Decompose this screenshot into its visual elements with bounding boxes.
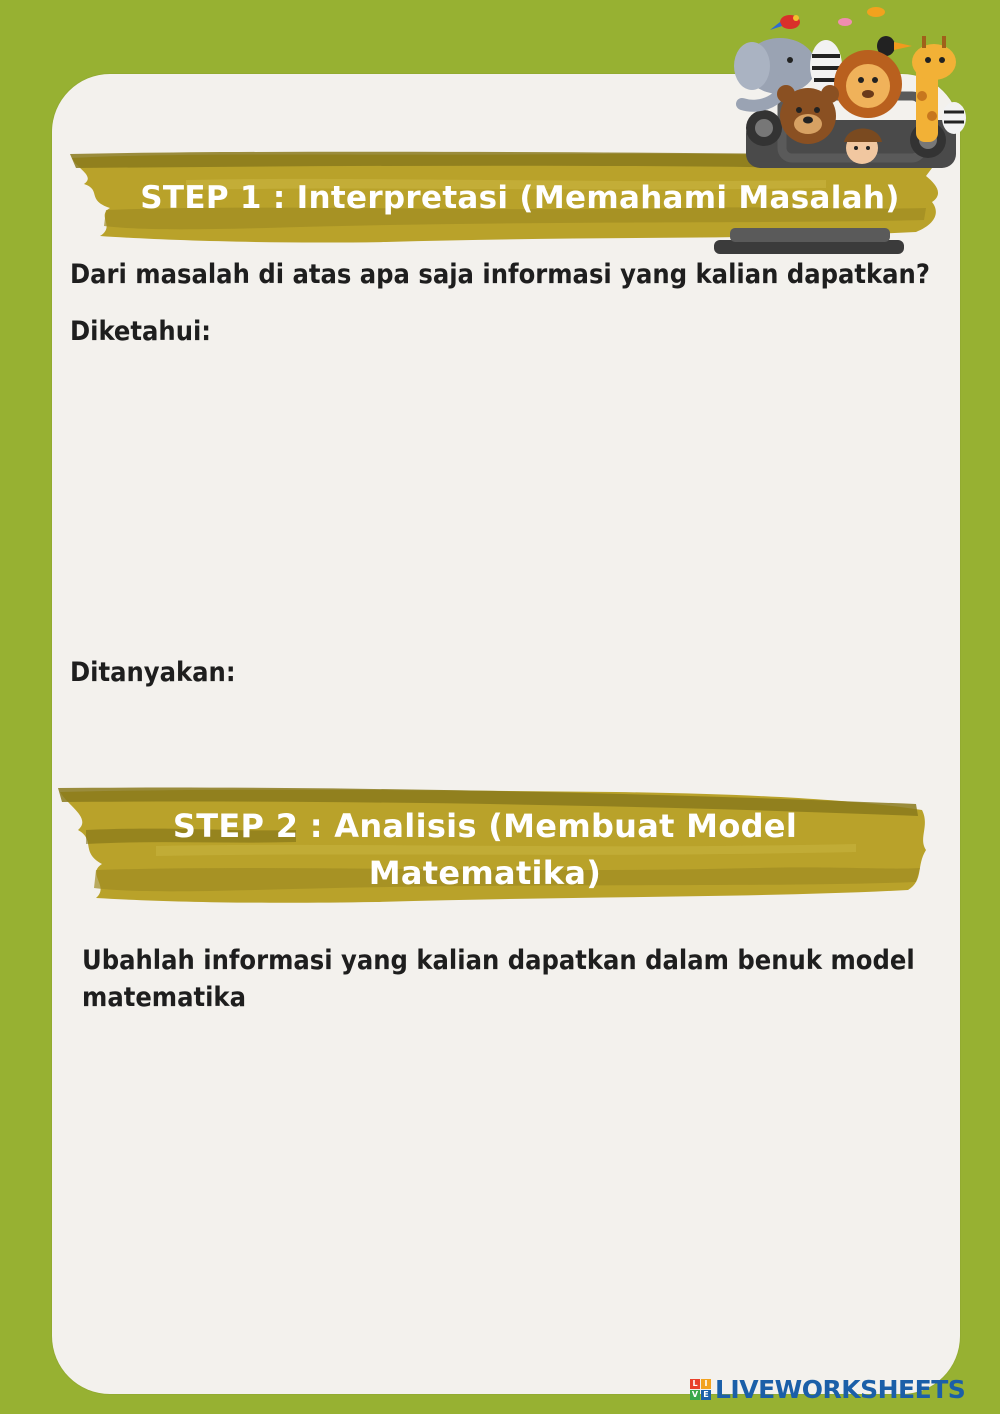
lion-icon: [834, 50, 902, 118]
liveworksheets-brand: LIVEWORKSHEETS: [715, 1374, 966, 1404]
known-label: Diketahui:: [70, 316, 212, 347]
logo-letter-v: V: [691, 1389, 699, 1399]
liveworksheets-logo: [690, 1372, 965, 1406]
parrot-icon: [770, 15, 800, 30]
logo-letter-l: L: [690, 1379, 700, 1389]
asked-label: Ditanyakan:: [70, 657, 236, 688]
logo-letter-e: E: [701, 1390, 711, 1400]
step1-prompt: Dari masalah di atas apa saja informasi yang kalian dapatkan?: [70, 259, 930, 290]
toucan-icon: [877, 36, 912, 56]
step2-prompt-line1: Ubahlah informasi yang kalian dapatkan dalam benuk model: [82, 945, 915, 976]
safari-animals-jeep-illustration: [690, 0, 990, 260]
logo-letter-i: I: [701, 1379, 711, 1389]
liveworksheets-logo-mark: [690, 1379, 711, 1400]
step2-title-line1: STEP 2 : Analisis (Membuat Model: [172, 807, 798, 845]
step2-prompt-line2: matematika: [82, 982, 246, 1013]
step2-title-line2: Matematika): [368, 854, 602, 892]
step1-title: STEP 1 : Interpretasi (Memahami Masalah): [140, 180, 900, 216]
